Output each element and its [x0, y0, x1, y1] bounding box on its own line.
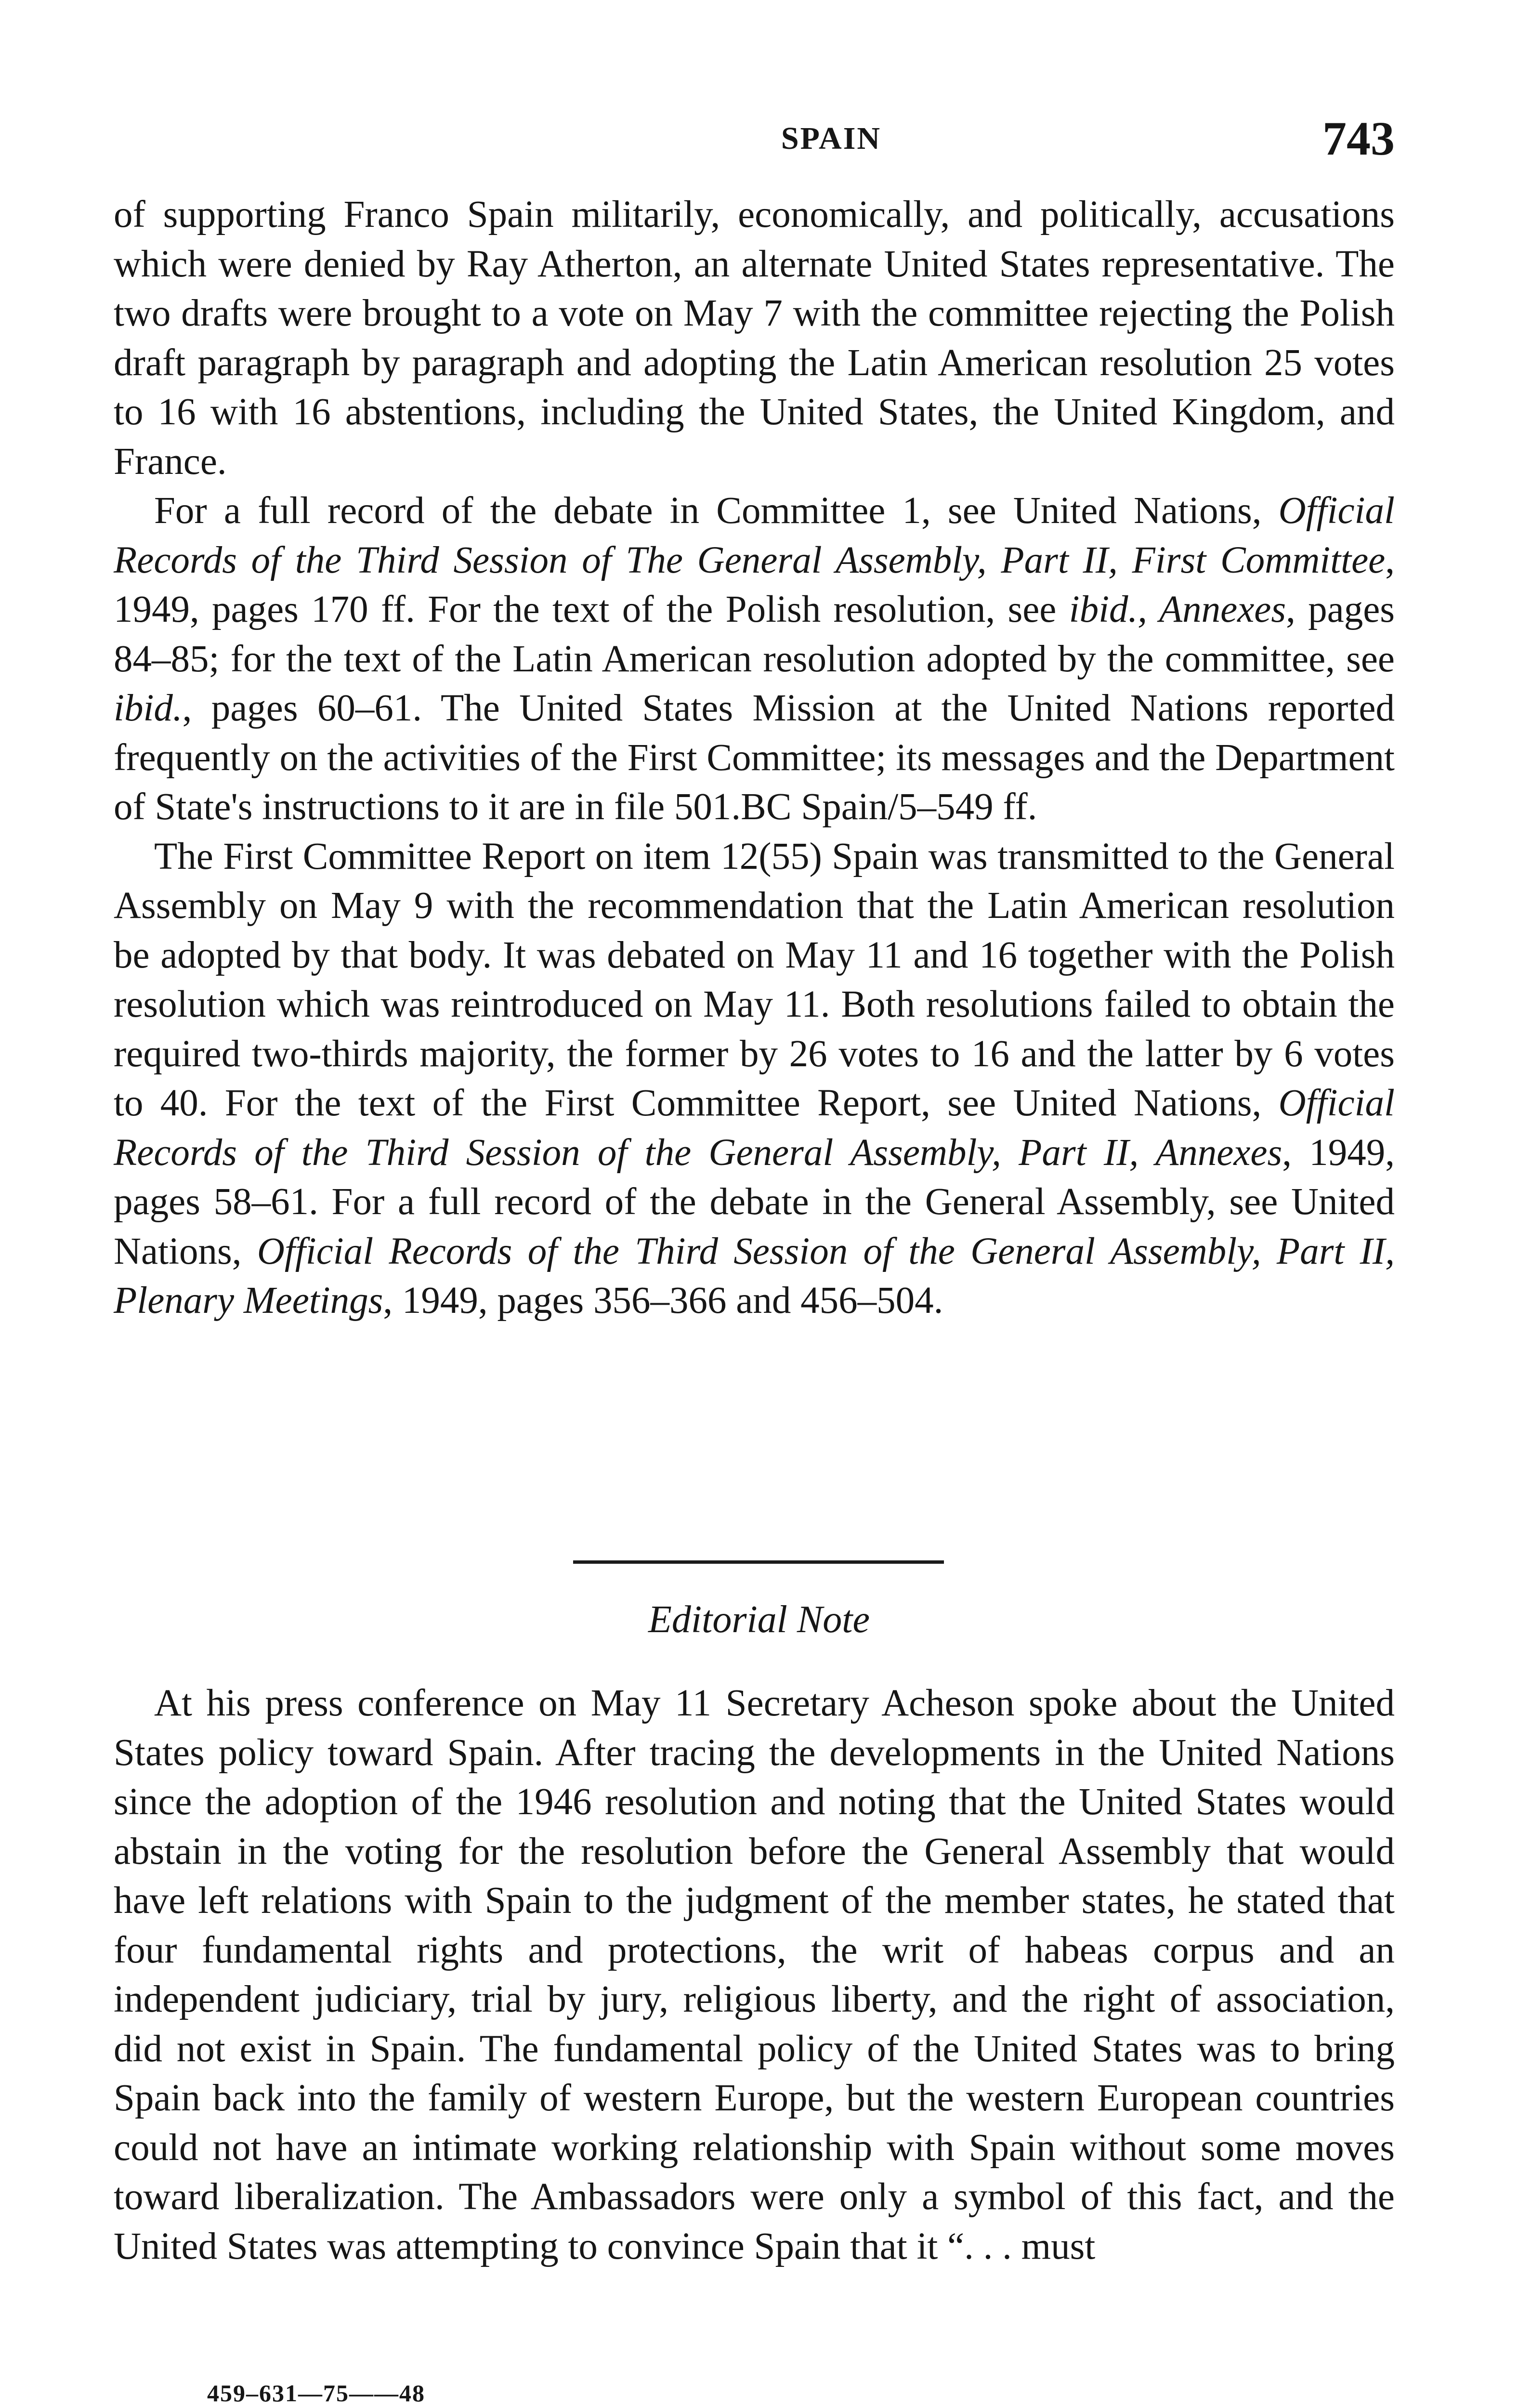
- editorial-note-column: [114, 1679, 1395, 2271]
- section-divider: [573, 1560, 944, 1564]
- paragraph-3-text-3: , 1949, pages 356–366 and 456–504.: [383, 1280, 943, 1322]
- page-number: 743: [1322, 112, 1395, 165]
- running-title: SPAIN: [781, 121, 882, 156]
- paragraph-2-citation-3: ibid.: [114, 687, 183, 729]
- main-text-column: [114, 190, 1395, 1326]
- paragraph-2: [114, 486, 1395, 832]
- divider-rule: [573, 1560, 944, 1564]
- paragraph-3-text-1: The First Committee Report on item 12(55) Spain was transmitted to the General Assembly on May 9 with the recommendation that the Latin American resolution be adopted by that body. It was debated on May 11 and 16 together with the Polish resolution which was reintroduced on May 11. Both resolutions failed to obtain the required two-thirds majority, the former by 26 votes to 16 and the latter by 6 votes to 40. For the text of the First Committee Report, see United Nations,: [114, 835, 1395, 1124]
- paragraph-2-text-2: , 1949, pages 170 ff. For the text of the Polish resolution, see: [114, 539, 1395, 630]
- paragraph-2-citation-2: ibid., Annexes: [1069, 589, 1286, 630]
- editorial-note-heading: Editorial Note: [648, 1598, 870, 1641]
- paragraph-2-citation-1: Official Records of the Third Session of The General Assembly, Part II, First Committee: [114, 490, 1395, 581]
- editorial-note-paragraph: At his press conference on May 11 Secretary Acheson spoke about the United States policy toward Spain. After tracing the developments in the United Nations since the adoption of the 1946 resolution and noting that the United States would abstain in the voting for the resolution before the General Assembly that would have left relations with Spain to the judgment of the member states, he stated that four fundamental rights and protections, the writ of habeas corpus and an independent judiciary, trial by jury, religious liberty, and the right of association, did not exist in Spain. The fundamental policy of the United States was to bring Spain back into the family of western Europe, but the western European countries could not have an intimate working relationship with Spain without some moves toward liberalization. The Ambassadors were only a symbol of this fact, and the United States was attempting to convince Spain that it “. . . must: [114, 1682, 1395, 2267]
- paragraph-3-citation-2: Official Records of the Third Session of the General Assembly, Part II, Plenary Meetings: [114, 1230, 1395, 1322]
- paragraph-3-citation-1: Official Records of the Third Session of the General Assembly, Part II, Annexes: [114, 1082, 1395, 1174]
- paragraph-3: [114, 832, 1395, 1326]
- paragraph-3-text-2: , 1949, pages 58–61. For a full record of the debate in the General Assembly, see United Nations,: [114, 1131, 1395, 1272]
- paragraph-2-text-4: , pages 60–61. The United States Mission at the United Nations reported frequently on the activities of the First Committee; its messages and the Department of State's instructions to it are in file 501.BC Spain/5–549 ff.: [114, 687, 1395, 828]
- paragraph-2-text-1: For a full record of the debate in Committee 1, see United Nations,: [154, 490, 1279, 532]
- printer-code: 459–631—75——48: [207, 2380, 425, 2407]
- paragraph-2-text-3: , pages 84–85; for the text of the Latin American resolution adopted by the committee, see: [114, 589, 1395, 680]
- paragraph-1: of supporting Franco Spain militarily, economically, and politically, accusations which were denied by Ray Atherton, an alternate United States representative. The two drafts were brought to a vote on May 7 with the committee rejecting the Polish draft paragraph by paragraph and adopting the Latin American resolution 25 votes to 16 with 16 abstentions, including the United States, the United Kingdom, and France.: [114, 194, 1395, 483]
- running-head: [114, 112, 1395, 172]
